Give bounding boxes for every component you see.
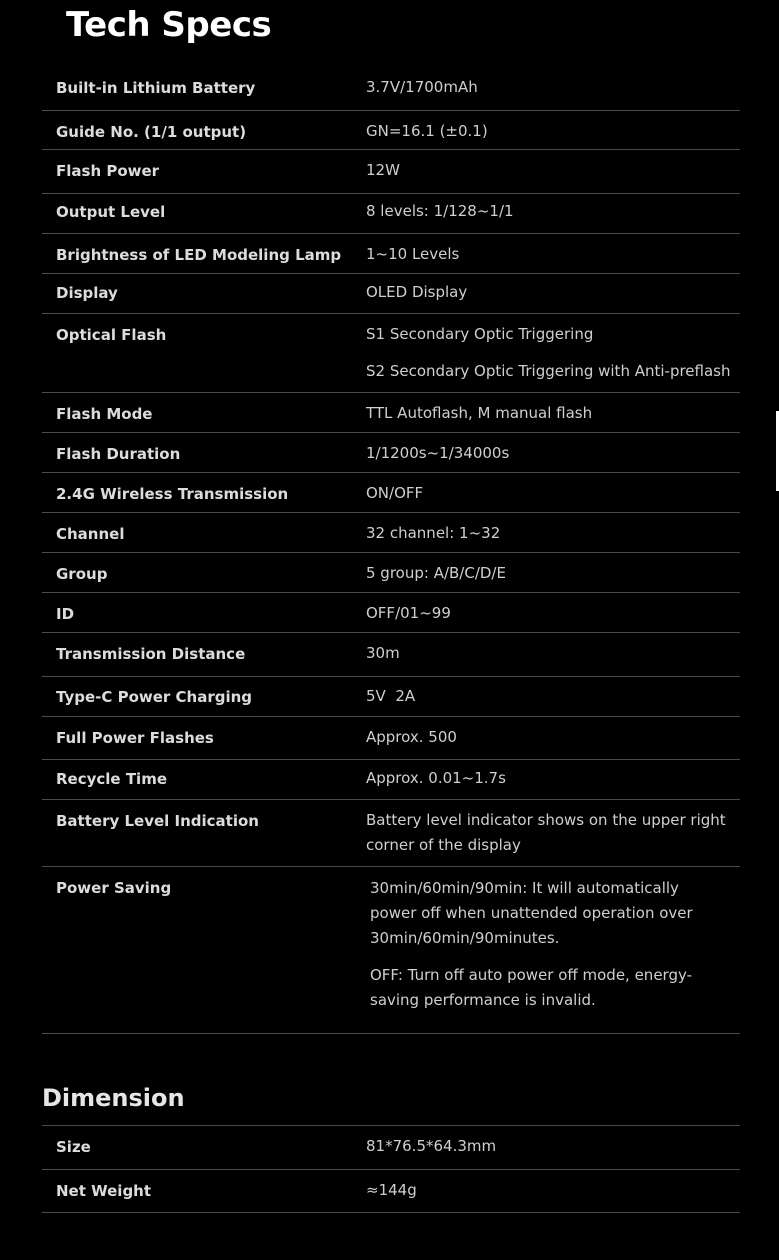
spec-value-text: 12W — [366, 161, 400, 179]
spec-label: Group — [56, 565, 108, 583]
dimension-value-text: 81*76.5*64.3mm — [366, 1137, 497, 1155]
spec-value — [366, 561, 736, 586]
spec-row-recycle-time — [42, 760, 740, 800]
spec-value-text: TTL Autoflash, M manual flash — [366, 404, 593, 422]
spec-value — [366, 766, 736, 791]
spec-value — [366, 521, 736, 546]
spec-row-power-saving — [42, 867, 740, 1034]
dimension-label: Size — [56, 1138, 91, 1156]
dimension-table — [42, 1125, 740, 1213]
spec-value — [366, 601, 736, 626]
spec-label: Type-C Power Charging — [56, 688, 253, 706]
spec-value-text: OLED Display — [366, 283, 468, 301]
spec-row-display — [42, 274, 740, 314]
dimension-title: Dimension — [42, 1084, 185, 1112]
spec-value — [366, 75, 736, 100]
spec-value — [366, 242, 736, 267]
spec-row-battery — [42, 67, 740, 111]
spec-value — [366, 280, 736, 305]
dimension-value — [366, 1178, 736, 1203]
spec-value — [366, 481, 736, 506]
spec-value-text: 30m — [366, 644, 400, 662]
spec-value-text: GN=16.1 (±0.1) — [366, 122, 488, 140]
spec-label: Built-in Lithium Battery — [56, 79, 256, 97]
spec-value — [366, 684, 736, 709]
spec-value — [366, 401, 736, 426]
spec-label: Optical Flash — [56, 326, 167, 344]
spec-value-text: Approx. 500 — [366, 728, 457, 746]
spec-row-full-power-flashes — [42, 717, 740, 760]
spec-label: Flash Power — [56, 162, 160, 180]
spec-value-text: 3.7V/1700mAh — [366, 78, 478, 96]
spec-label: Guide No. (1/1 output) — [56, 123, 247, 141]
spec-value — [366, 158, 736, 183]
spec-value-text: OFF: Turn off auto power off mode, energy-saving performance is invalid. — [370, 966, 692, 1009]
tech-specs-table — [42, 67, 740, 1034]
dimension-value-text: ≈144g — [366, 1181, 417, 1199]
spec-value-text: 32 channel: 1~32 — [366, 524, 501, 542]
dimension-row-size — [42, 1126, 740, 1170]
spec-value-text: ON/OFF — [366, 484, 424, 502]
spec-row-group — [42, 553, 740, 593]
spec-label: Transmission Distance — [56, 645, 246, 663]
spec-value-text: Battery level indicator shows on the upper right corner of the display — [366, 811, 726, 854]
spec-value-text: 5 group: A/B/C/D/E — [366, 564, 506, 582]
spec-value — [366, 119, 736, 144]
spec-label: Flash Mode — [56, 405, 153, 423]
spec-value — [370, 876, 695, 1013]
spec-value-text: OFF/01~99 — [366, 604, 451, 622]
spec-value-text: 1~10 Levels — [366, 245, 460, 263]
spec-value-text: 30min/60min/90min: It will automatically power off when unattended operation over 30min/60min/90minutes. — [370, 879, 693, 947]
spec-label: Full Power Flashes — [56, 729, 214, 747]
spec-label: Channel — [56, 525, 125, 543]
spec-row-channel — [42, 513, 740, 553]
spec-value-text: 5V 2A — [366, 687, 416, 705]
spec-label: Brightness of LED Modeling Lamp — [56, 246, 342, 264]
spec-value-text: S2 Secondary Optic Triggering with Anti-preflash — [366, 362, 731, 380]
spec-value — [366, 725, 736, 750]
spec-row-flash-power — [42, 150, 740, 194]
spec-value — [366, 441, 736, 466]
page-title: Tech Specs — [66, 5, 272, 45]
spec-row-optical-flash — [42, 314, 740, 393]
spec-value — [366, 808, 726, 858]
dimension-row-net-weight — [42, 1170, 740, 1213]
spec-label: Display — [56, 284, 118, 302]
spec-value-text: S1 Secondary Optic Triggering — [366, 325, 594, 343]
spec-label: Battery Level Indication — [56, 812, 259, 830]
spec-row-wireless — [42, 473, 740, 513]
dimension-label: Net Weight — [56, 1182, 152, 1200]
spec-row-flash-duration — [42, 433, 740, 473]
spec-row-flash-mode — [42, 393, 740, 433]
spec-row-led-brightness — [42, 234, 740, 274]
spec-row-transmission-distance — [42, 633, 740, 677]
spec-value — [366, 641, 736, 666]
spec-value — [366, 199, 736, 224]
spec-value-text: 1/1200s~1/34000s — [366, 444, 510, 462]
spec-row-type-c — [42, 677, 740, 717]
spec-row-guide-no — [42, 111, 740, 150]
spec-label: Flash Duration — [56, 445, 181, 463]
spec-value-text: 8 levels: 1/128~1/1 — [366, 202, 514, 220]
spec-value — [366, 322, 736, 384]
spec-label: Recycle Time — [56, 770, 167, 788]
spec-label: 2.4G Wireless Transmission — [56, 485, 289, 503]
dimension-value — [366, 1134, 736, 1159]
spec-value-text: Approx. 0.01~1.7s — [366, 769, 506, 787]
spec-label: ID — [56, 605, 75, 623]
spec-row-id — [42, 593, 740, 633]
spec-label: Output Level — [56, 203, 166, 221]
spec-label: Power Saving — [56, 879, 172, 897]
spec-row-output-level — [42, 194, 740, 234]
spec-row-battery-level-indication — [42, 800, 740, 867]
